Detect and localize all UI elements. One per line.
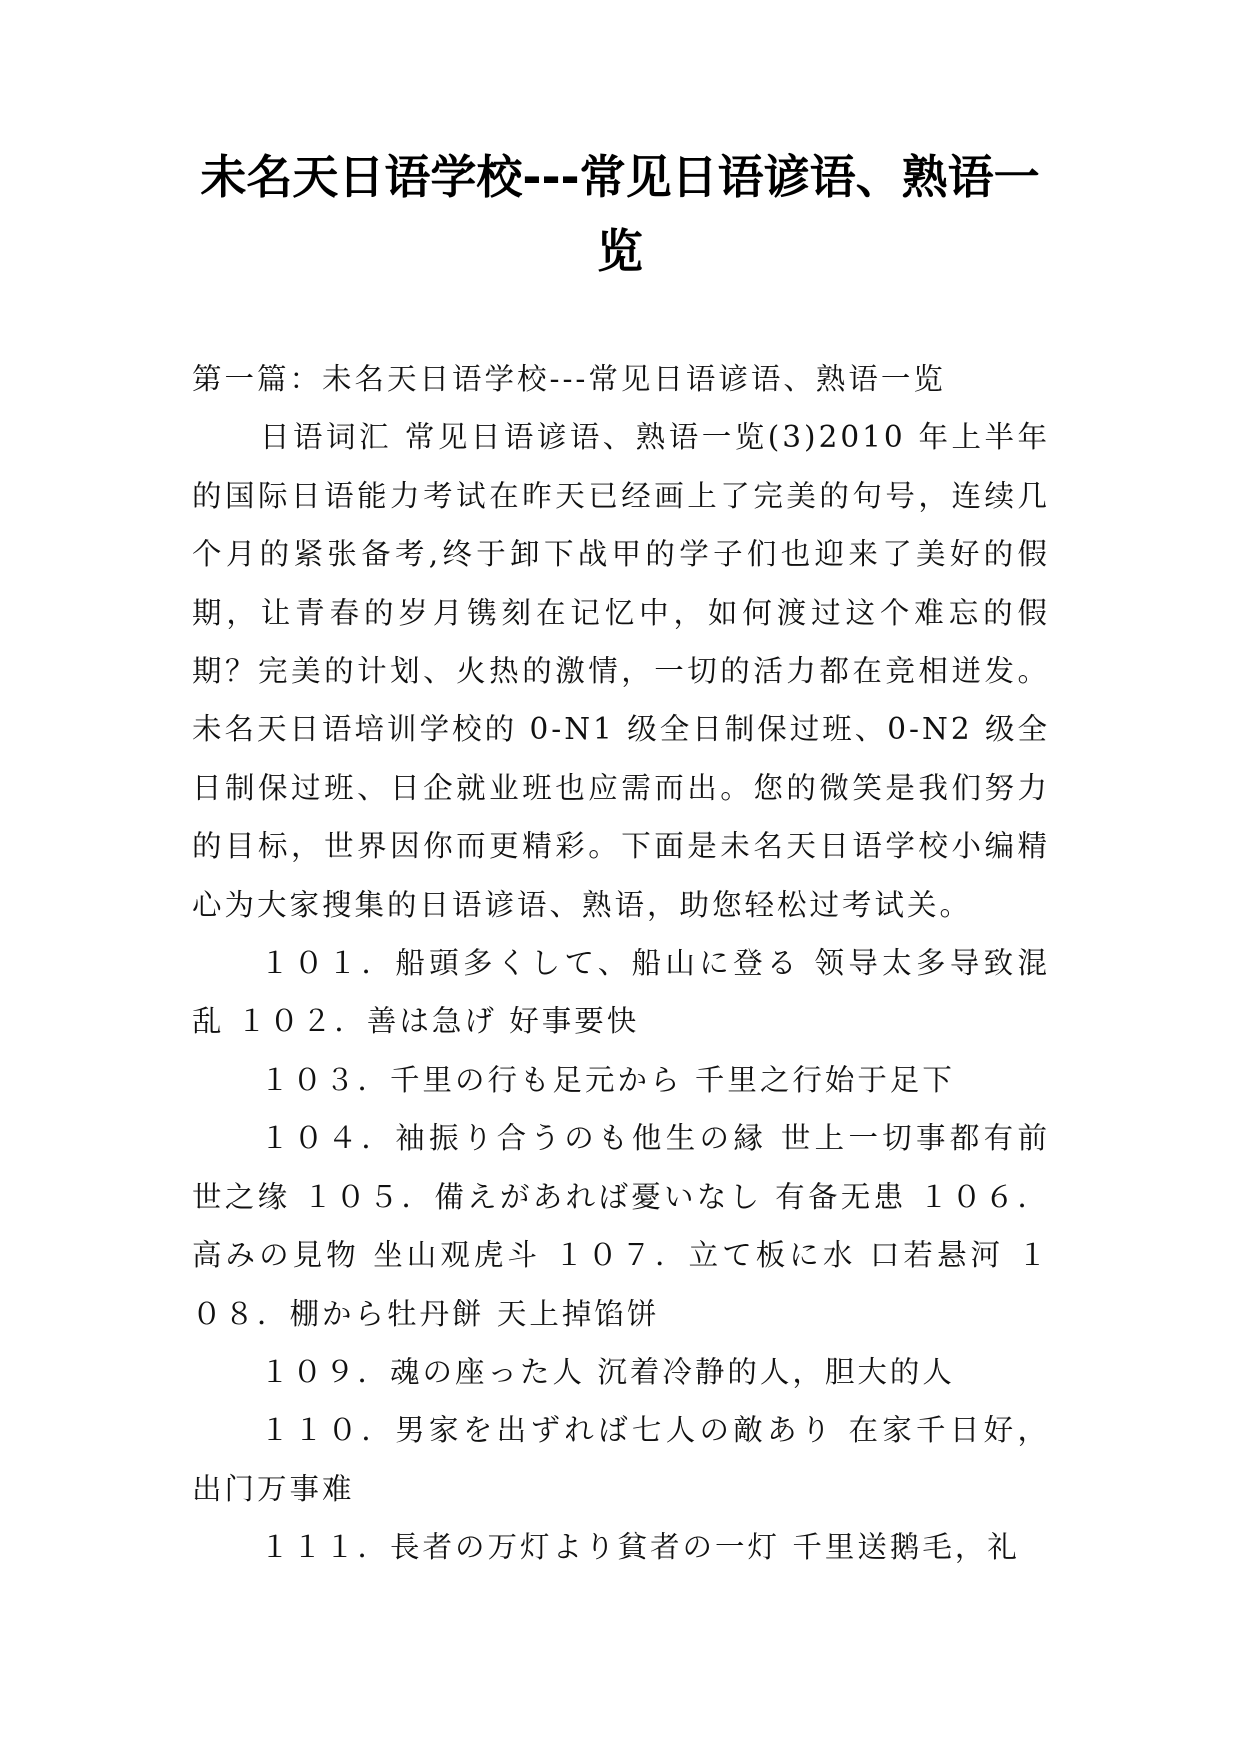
proverb-paragraph: １０４．袖振り合うのも他生の縁 世上一切事都有前世之缘 １０５．備えがあれば憂いなし 有备无患 １０６．高みの見物 坐山观虎斗 １０７．立て板に水 口若悬河 １０８．棚から牡丹餅 天上掉馅饼 [192, 1121, 1050, 1331]
proverb-paragraph: １１１．長者の万灯より貧者の一灯 千里送鹅毛，礼 [260, 1530, 1020, 1565]
intro-paragraph: 日语词汇 常见日语谚语、熟语一览(3)2010 年上半年的国际日语能力考试在昨天已经画上了完美的句号，连续几个月的紧张备考,终于卸下战甲的学子们也迎来了美好的假期，让青春的岁月镌刻在记忆中，如何渡过这个难忘的假期？完美的计划、火热的激情，一切的活力都在竞相迸发。未名天日语培训学校的 0-N1 级全日制保过班、0-N2 级全日制保过班、日企就业班也应需而出。您的微笑是我们努力的目标，世界因你而更精彩。下面是未名天日语学校小编精心为大家搜集的日语谚语、熟语，助您轻松过考试关。 [192, 420, 1050, 922]
section-heading: 第一篇：未名天日语学校---常见日语谚语、熟语一览 [192, 362, 946, 396]
proverb-paragraph: １１０．男家を出ずれば七人の敵あり 在家千日好，出门万事难 [192, 1413, 1050, 1506]
proverb-paragraph: １０９．魂の座った人 沉着冷静的人，胆大的人 [260, 1354, 955, 1389]
document-title: 未名天日语学校---常见日语谚语、熟语一览 [200, 150, 1040, 278]
proverb-paragraph: １０３．千里の行も足元から 千里之行始于足下 [260, 1062, 955, 1097]
document-body [192, 350, 1050, 1577]
proverb-paragraph: １０１．船頭多くして、船山に登る 领导太多导致混乱 １０２．善は急げ 好事要快 [192, 946, 1050, 1039]
